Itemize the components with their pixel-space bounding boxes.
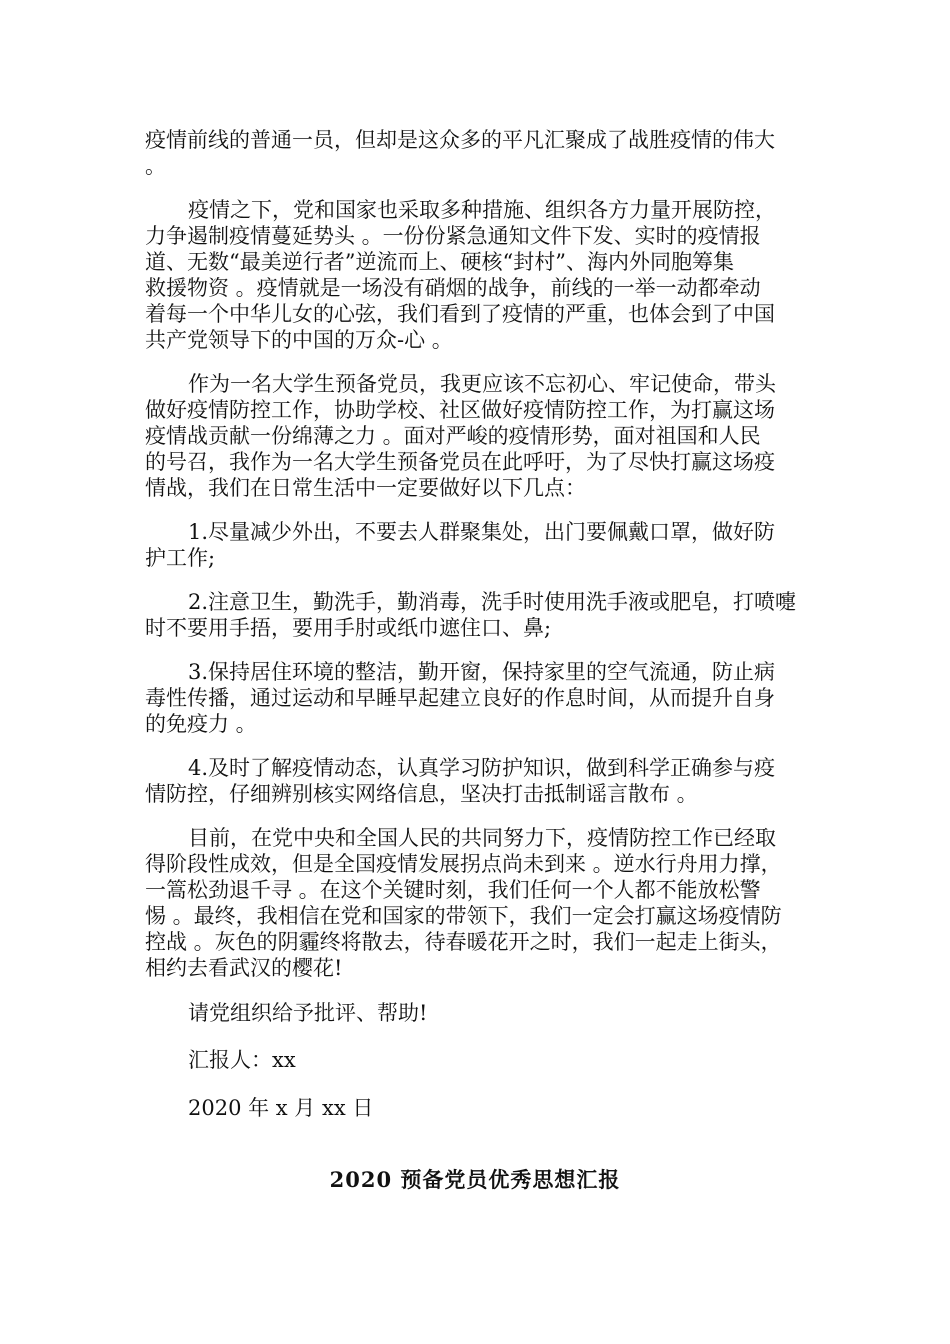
list-item-line: 时不要用手捂，要用手肘或纸巾遮住口、鼻; [145,616,552,640]
paragraph-line: 疫情前线的普通一员，但却是这众多的平凡汇聚成了战胜疫情的伟大 [145,128,775,152]
list-item-line: 4.及时了解疫情动态，认真学习防护知识，做到科学正确参与疫 [188,756,776,780]
paragraph-line: 控战 。灰色的阴霾终将散去，待春暖花开之时，我们一起走上街头， [145,930,782,954]
paragraph-line: 做好疫情防控工作，协助学校、社区做好疫情防控工作，为打赢这场 [145,398,775,422]
paragraph-line: 力争遏制疫情蔓延势头 。一份份紧急通知文件下发、实时的疫情报 [145,224,761,248]
list-item-line: 3.保持居住环境的整洁，勤开窗，保持家里的空气流通，防止病 [188,660,776,684]
paragraph-line: 道、无数“最美逆行者”逆流而上、硬核“封村”、海内外同胞筹集 [145,250,734,274]
paragraph-line: 着每一个中华儿女的心弦，我们看到了疫情的严重，也体会到了中国 [145,302,775,326]
paragraph-line: 一篙松劲退千寻 。在这个关键时刻，我们任何一个人都不能放松警 [145,878,761,902]
list-item-line: 1.尽量减少外出，不要去人群聚集处，出门要佩戴口罩，做好防 [188,520,776,544]
report-date: 2020 年 x 月 xx 日 [188,1096,374,1120]
closing-request: 请党组织给予批评、帮助! [188,1001,428,1025]
list-item-line: 2.注意卫生，勤洗手，勤消毒，洗手时使用洗手液或肥皂，打喷嚏 [188,590,797,614]
paragraph-line: 目前，在党中央和全国人民的共同努力下，疫情防控工作已经取 [188,826,776,850]
paragraph-line: 惕 。最终，我相信在党和国家的带领下，我们一定会打赢这场疫情防 [145,904,782,928]
paragraph-line: 的号召，我作为一名大学生预备党员在此呼吁，为了尽快打赢这场疫 [145,450,775,474]
reporter-signature: 汇报人：xx [188,1048,296,1072]
paragraph-line: 相约去看武汉的樱花! [145,956,343,980]
list-item-line: 的免疫力 。 [145,712,257,736]
paragraph-line: 情战，我们在日常生活中一定要做好以下几点： [145,476,586,500]
paragraph-line: 共产党领导下的中国的万众-心 。 [145,328,453,352]
paragraph-line: 作为一名大学生预备党员，我更应该不忘初心、牢记使命，带头 [188,372,776,396]
paragraph-line: 疫情战贡献一份绵薄之力 。面对严峻的疫情形势，面对祖国和人民 [145,424,761,448]
paragraph-line: 救援物资 。疫情就是一场没有硝烟的战争，前线的一举一动都牵动 [145,276,761,300]
list-item-line: 护工作; [145,546,216,570]
list-item-line: 情防控，仔细辨别核实网络信息，坚决打击抵制谣言散布 。 [145,782,698,806]
section-title: 2020 预备党员优秀思想汇报 [329,1167,621,1192]
paragraph-line: 疫情之下，党和国家也采取多种措施、组织各方力量开展防控， [188,198,776,222]
list-item-line: 毒性传播，通过运动和早睡早起建立良好的作息时间，从而提升自身 [145,686,775,710]
paragraph-line: 。 [145,154,166,178]
paragraph-line: 得阶段性成效，但是全国疫情发展拐点尚未到来 。逆水行舟用力撑， [145,852,782,876]
